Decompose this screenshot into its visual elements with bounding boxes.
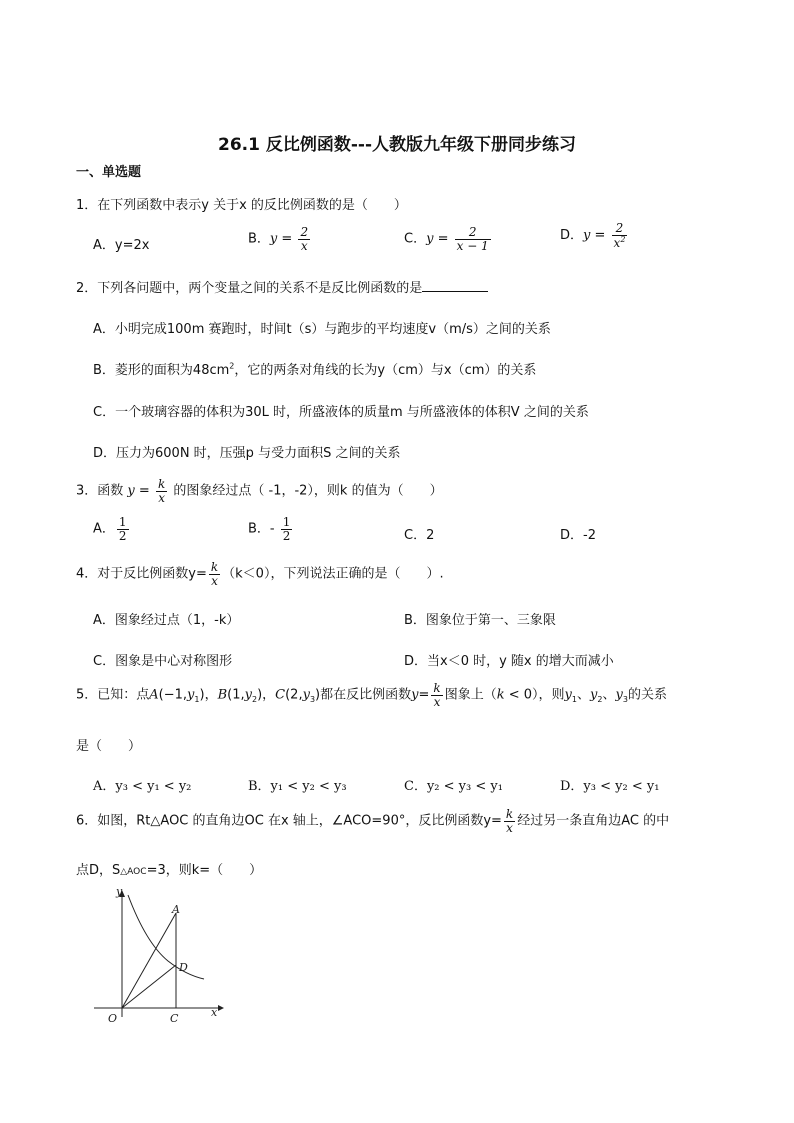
q5-option-c: C．y₂ < y₃ < y₁	[404, 779, 503, 794]
hyperbola-curve	[128, 895, 204, 979]
q2-option-b: B．菱形的面积为$48cm^2$，它的两条对角线的长为y（cm）与x（cm）的关系	[93, 361, 537, 378]
label-y: y	[116, 885, 123, 898]
page-title: 26.1 反比例函数---人教版九年级下册同步练习	[217, 135, 577, 155]
q1-option-b: B．y = $\frac{2}{x}$	[248, 225, 309, 253]
q2-option-d: D．压力为600N 时，压强p 与受力面积S 之间的关系	[93, 446, 401, 461]
q4-option-d: D．当x＜0 时，y 随x 的增大而减小	[404, 654, 614, 669]
x-axis-arrow	[218, 1005, 224, 1011]
q4-option-a: A．图象经过点（1，-k）	[93, 613, 240, 628]
label-d: D	[179, 961, 188, 974]
q1-option-a: A．y=2x	[93, 238, 150, 253]
question-6-line2: 点D，S△AOC=3，则k=（ ）	[76, 863, 263, 878]
answer-blank	[422, 280, 488, 292]
question-5-line2: 是（ ）	[76, 739, 142, 754]
q2-option-a: A．小明完成100m 赛跑时，时间t（s）与跑步的平均速度v（m/s）之间的关系	[93, 322, 551, 337]
q3-option-b: B．- $\frac{1}{2}$	[248, 515, 291, 543]
q3-option-d: D．-2	[560, 528, 596, 543]
q4-option-b: B．图象位于第一、三象限	[404, 613, 556, 628]
question-3-stem: 3．函数 y = $\frac{k}{x}$ 的图象经过点（ -1，-2），则k 的值为（ ）	[76, 477, 443, 505]
question-2-stem: 2．下列各问题中，两个变量之间的关系不是反比例函数的是	[76, 277, 488, 296]
q5-option-d: D．y₃ < y₂ < y₁	[560, 779, 660, 794]
question-4-stem: 4．对于反比例函数y= $\frac{k}{x}$ （k＜0），下列说法正确的是（ ）.	[76, 560, 444, 588]
q1-option-c: C．y = $\frac{2}{x - 1}$	[404, 225, 489, 253]
q3-option-a: A． $\frac{1}{2}$	[93, 515, 127, 543]
q2-option-c: C．一个玻璃容器的体积为30L 时，所盛液体的质量m 与所盛液体的体积V 之间的关系	[93, 405, 589, 420]
question-1-stem: 1．在下列函数中表示y 关于x 的反比例函数的是（ ）	[76, 198, 407, 213]
question-6-stem: 6．如图，Rt△AOC 的直角边OC 在x 轴上，∠ACO=90°，反比例函数y= $\frac{k}{x}$ 经过另一条直角边AC 的中	[76, 807, 670, 835]
q3-option-c: C．2	[404, 528, 435, 543]
geometry-figure	[88, 883, 228, 1023]
label-o: O	[108, 1012, 118, 1023]
q5-option-a: A．y₃ < y₁ < y₂	[93, 779, 192, 794]
label-a: A	[172, 903, 180, 916]
label-x: x	[211, 1006, 218, 1019]
label-c: C	[170, 1012, 179, 1023]
q4-option-c: C．图象是中心对称图形	[93, 654, 233, 669]
section-heading: 一、单选题	[76, 165, 142, 180]
question-5-stem: 5．已知：点$A(-1,y_1)$，$B(1,y_2)$，$C(2,y_3)$都在反比例函数y= $\frac{k}{x}$ 图象上（k < 0），则$y_1$、$y_2$、$y_3$的关系	[76, 681, 667, 709]
q1-option-d: D．y = $\frac{2}{x^2}$	[560, 221, 626, 250]
segment-od	[122, 965, 176, 1008]
q5-option-b: B．y₁ < y₂ < y₃	[248, 779, 347, 794]
